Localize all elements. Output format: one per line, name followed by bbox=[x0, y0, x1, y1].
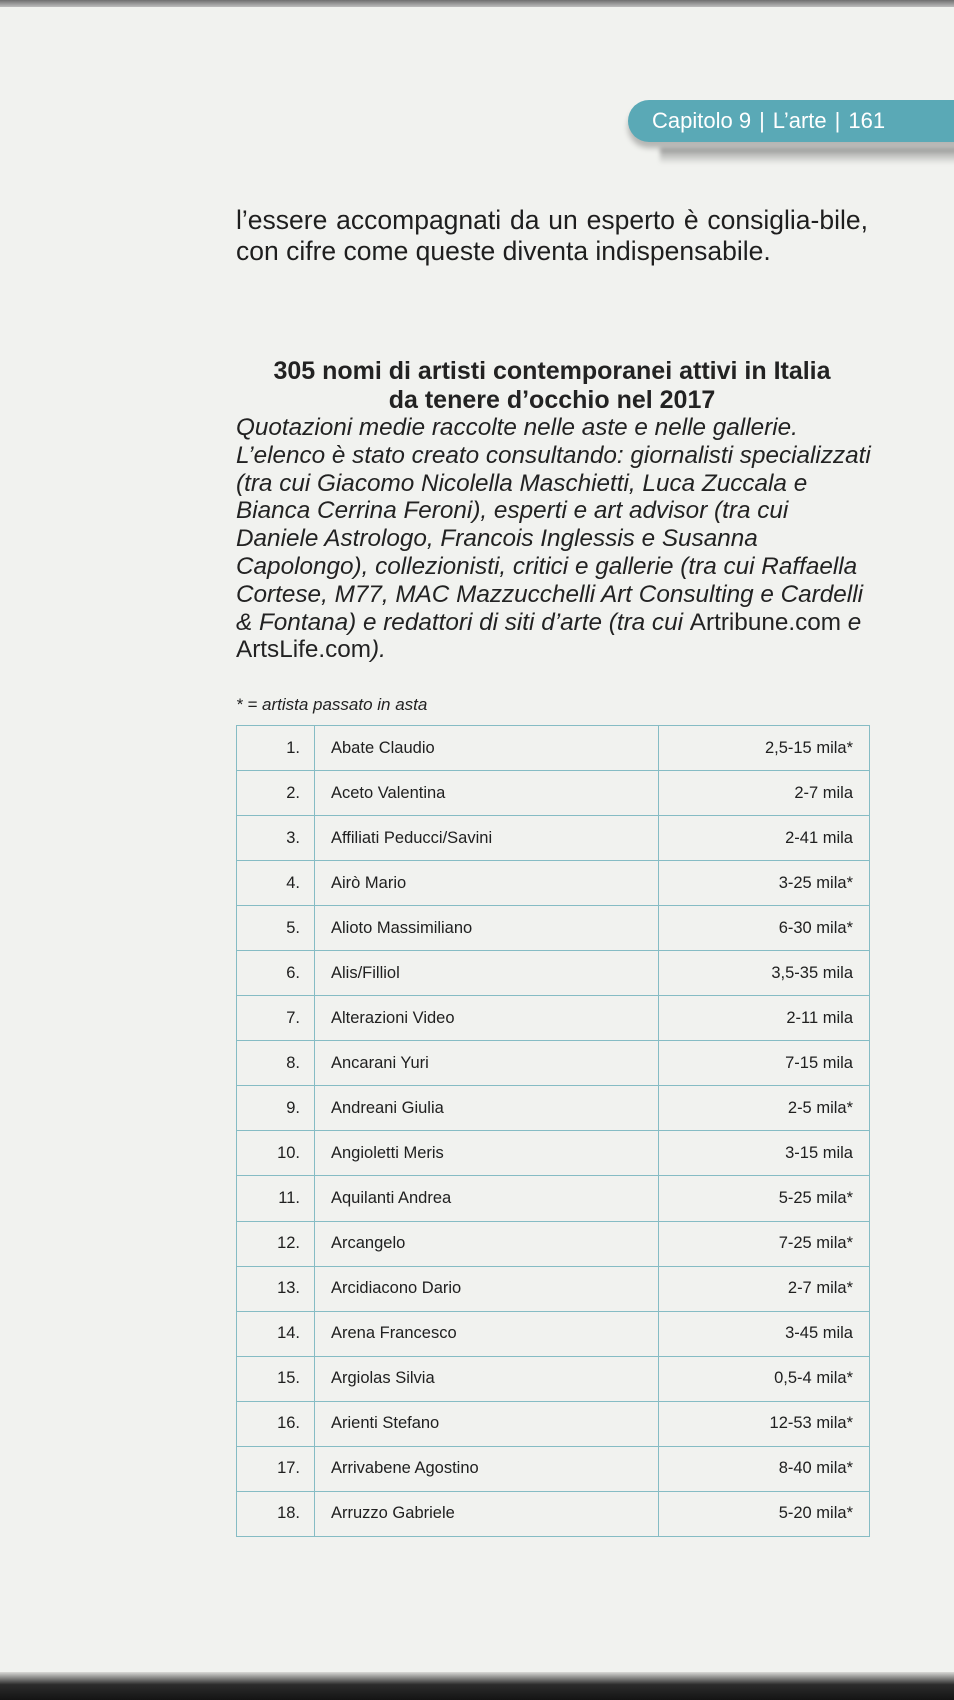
artist-name: Alioto Massimiliano bbox=[315, 906, 659, 951]
chapter-tab bbox=[628, 100, 954, 142]
artist-name: Alis/Filliol bbox=[315, 951, 659, 996]
site-name: Artribune.com bbox=[689, 608, 842, 636]
row-number: 12. bbox=[237, 1221, 315, 1266]
table-row bbox=[237, 1401, 870, 1446]
artist-name: Arienti Stefano bbox=[315, 1401, 659, 1446]
table-row bbox=[237, 1221, 870, 1266]
price-range: 3-45 mila bbox=[659, 1311, 870, 1356]
page-number: 161 bbox=[848, 108, 886, 133]
price-range: 2-5 mila* bbox=[659, 1086, 870, 1131]
artist-name: Aceto Valentina bbox=[315, 771, 659, 816]
artist-name: Arruzzo Gabriele bbox=[315, 1491, 659, 1536]
description-paragraph bbox=[236, 414, 876, 664]
row-number: 10. bbox=[237, 1131, 315, 1176]
price-range: 2-7 mila bbox=[659, 771, 870, 816]
artist-name: Affiliati Peducci/Savini bbox=[315, 816, 659, 861]
artists-table-body bbox=[237, 726, 870, 1537]
price-range: 2-11 mila bbox=[659, 996, 870, 1041]
price-range: 3-25 mila* bbox=[659, 861, 870, 906]
table-row bbox=[237, 1041, 870, 1086]
row-number: 7. bbox=[237, 996, 315, 1041]
table-row bbox=[237, 1176, 870, 1221]
page-bottom-edge bbox=[0, 1672, 954, 1700]
row-number: 15. bbox=[237, 1356, 315, 1401]
description-text: Quotazioni medie raccolte nelle aste e nelle gallerie. L’elenco è stato creato consultando: giornalisti specializzati (tra cui Giacomo Nicolella Maschietti, Luca Zuccala e Bianca Cerrina Feroni), esperti e art advisor (tra cui Daniele Astrologo, Francois Inglessis e Susanna Capolongo), collezionisti, critici e gallerie (tra cui Raffaella Cortese, M77, MAC Mazzucchelli Art Consulting e Cardelli & Fontana) e redattori di siti d’arte (tra cui bbox=[236, 414, 871, 636]
site-name: ArtsLife.com bbox=[236, 636, 372, 664]
table-row bbox=[237, 906, 870, 951]
table-row bbox=[237, 1311, 870, 1356]
row-number: 16. bbox=[237, 1401, 315, 1446]
price-range: 5-20 mila* bbox=[659, 1491, 870, 1536]
row-number: 2. bbox=[237, 771, 315, 816]
table-row bbox=[237, 951, 870, 996]
row-number: 6. bbox=[237, 951, 315, 996]
price-range: 2-41 mila bbox=[659, 816, 870, 861]
table-row bbox=[237, 1131, 870, 1176]
heading-line-1: 305 nomi di artisti contemporanei attivi in Italia bbox=[273, 357, 831, 385]
page-top-edge bbox=[0, 0, 954, 7]
artist-name: Alterazioni Video bbox=[315, 996, 659, 1041]
row-number: 1. bbox=[237, 726, 315, 771]
chapter-label: Capitolo 9 bbox=[652, 108, 752, 133]
price-range: 2-7 mila* bbox=[659, 1266, 870, 1311]
separator: | bbox=[759, 108, 765, 133]
table-row bbox=[237, 726, 870, 771]
description-end: ). bbox=[371, 636, 386, 664]
description-joiner: e bbox=[841, 608, 862, 636]
artist-name: Arena Francesco bbox=[315, 1311, 659, 1356]
artist-name: Abate Claudio bbox=[315, 726, 659, 771]
table-row bbox=[237, 816, 870, 861]
price-range: 0,5-4 mila* bbox=[659, 1356, 870, 1401]
legend-note: * = artista passato in asta bbox=[236, 695, 428, 714]
artist-name: Andreani Giulia bbox=[315, 1086, 659, 1131]
table-row bbox=[237, 1491, 870, 1536]
row-number: 9. bbox=[237, 1086, 315, 1131]
row-number: 4. bbox=[237, 861, 315, 906]
price-range: 7-15 mila bbox=[659, 1041, 870, 1086]
row-number: 14. bbox=[237, 1311, 315, 1356]
price-range: 12-53 mila* bbox=[659, 1401, 870, 1446]
separator: | bbox=[834, 108, 841, 133]
section-heading bbox=[236, 357, 868, 415]
intro-paragraph: l’essere accompagnati da un esperto è consiglia-bile, con cifre come queste diventa indispensabile. bbox=[236, 205, 868, 266]
price-range: 6-30 mila* bbox=[659, 906, 870, 951]
price-range: 5-25 mila* bbox=[659, 1176, 870, 1221]
table-row bbox=[237, 1266, 870, 1311]
row-number: 11. bbox=[237, 1176, 315, 1221]
artist-name: Arcangelo bbox=[315, 1221, 659, 1266]
table-row bbox=[237, 1356, 870, 1401]
artist-name: Angioletti Meris bbox=[315, 1131, 659, 1176]
artist-name: Aquilanti Andrea bbox=[315, 1176, 659, 1221]
price-range: 3,5-35 mila bbox=[659, 951, 870, 996]
chapter-tab-shadow bbox=[660, 148, 954, 164]
section-label: L’arte bbox=[772, 108, 827, 133]
table-row bbox=[237, 996, 870, 1041]
artist-name: Arrivabene Agostino bbox=[315, 1446, 659, 1491]
artist-name: Argiolas Silvia bbox=[315, 1356, 659, 1401]
row-number: 8. bbox=[237, 1041, 315, 1086]
artist-name: Airò Mario bbox=[315, 861, 659, 906]
row-number: 3. bbox=[237, 816, 315, 861]
heading-line-2: da tenere d’occhio nel 2017 bbox=[388, 386, 716, 414]
artist-name: Ancarani Yuri bbox=[315, 1041, 659, 1086]
row-number: 17. bbox=[237, 1446, 315, 1491]
artists-table bbox=[236, 725, 870, 1537]
row-number: 5. bbox=[237, 906, 315, 951]
table-row bbox=[237, 771, 870, 816]
table-row bbox=[237, 1446, 870, 1491]
row-number: 13. bbox=[237, 1266, 315, 1311]
artist-name: Arcidiacono Dario bbox=[315, 1266, 659, 1311]
table-row bbox=[237, 861, 870, 906]
price-range: 8-40 mila* bbox=[659, 1446, 870, 1491]
price-range: 7-25 mila* bbox=[659, 1221, 870, 1266]
row-number: 18. bbox=[237, 1491, 315, 1536]
price-range: 3-15 mila bbox=[659, 1131, 870, 1176]
table-row bbox=[237, 1086, 870, 1131]
price-range: 2,5-15 mila* bbox=[659, 726, 870, 771]
